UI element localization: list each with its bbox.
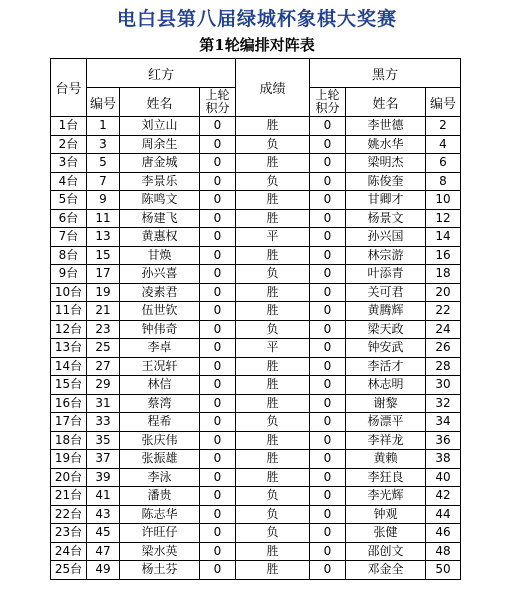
result-cell: 胜 (236, 394, 310, 413)
black-name-cell: 杨漂平 (346, 413, 426, 432)
black-prev-score-cell: 0 (310, 505, 346, 524)
red-name-cell: 伍世钦 (120, 302, 200, 321)
result-cell: 负 (236, 505, 310, 524)
result-cell: 平 (236, 339, 310, 358)
black-number-cell: 2 (426, 117, 461, 136)
table-no-cell: 4台 (51, 172, 87, 191)
red-number-cell: 27 (87, 357, 120, 376)
red-prev-score-cell: 0 (200, 135, 236, 154)
result-cell: 胜 (236, 542, 310, 561)
red-number-cell: 17 (87, 265, 120, 284)
black-prev-score-cell: 0 (310, 209, 346, 228)
red-name-cell: 程希 (120, 413, 200, 432)
black-prev-score-cell: 0 (310, 394, 346, 413)
black-number-cell: 30 (426, 376, 461, 395)
table-row (51, 191, 461, 210)
red-number-cell: 39 (87, 468, 120, 487)
black-name-cell: 钟观 (346, 505, 426, 524)
black-prev-score-cell: 0 (310, 135, 346, 154)
red-name-cell: 潘贵 (120, 487, 200, 506)
black-prev-score-cell: 0 (310, 265, 346, 284)
black-number-cell: 42 (426, 487, 461, 506)
table-no-cell: 2台 (51, 135, 87, 154)
table-row (51, 431, 461, 450)
table-no-cell: 11台 (51, 302, 87, 321)
black-number-cell: 50 (426, 561, 461, 580)
black-number-cell: 18 (426, 265, 461, 284)
red-name-cell: 张振雄 (120, 450, 200, 469)
black-name-cell: 张健 (346, 524, 426, 543)
result-cell: 胜 (236, 450, 310, 469)
red-number-cell: 43 (87, 505, 120, 524)
red-prev-score-cell: 0 (200, 209, 236, 228)
red-prev-score-cell: 0 (200, 172, 236, 191)
table-no-cell: 24台 (51, 542, 87, 561)
red-name-cell: 刘立山 (120, 117, 200, 136)
red-prev-score-cell: 0 (200, 450, 236, 469)
black-number-cell: 8 (426, 172, 461, 191)
result-cell: 胜 (236, 302, 310, 321)
red-number-cell: 23 (87, 320, 120, 339)
result-cell: 胜 (236, 209, 310, 228)
black-name-cell: 李祥龙 (346, 431, 426, 450)
table-row (51, 228, 461, 247)
table-row (51, 154, 461, 173)
black-name-cell: 黄赖 (346, 450, 426, 469)
red-name-cell: 钟伟奇 (120, 320, 200, 339)
black-name-cell: 梁明杰 (346, 154, 426, 173)
table-no-cell: 21台 (51, 487, 87, 506)
black-name-cell: 钟安武 (346, 339, 426, 358)
table-no-cell: 5台 (51, 191, 87, 210)
black-name-cell: 黄腾辉 (346, 302, 426, 321)
table-no-cell: 18台 (51, 431, 87, 450)
table-row (51, 135, 461, 154)
black-prev-score-cell: 0 (310, 320, 346, 339)
black-name-cell: 姚水华 (346, 135, 426, 154)
table-row (51, 376, 461, 395)
red-number-cell: 37 (87, 450, 120, 469)
table-row (51, 339, 461, 358)
red-name-cell: 凌素君 (120, 283, 200, 302)
result-cell: 胜 (236, 117, 310, 136)
black-number-cell: 6 (426, 154, 461, 173)
black-prev-score-cell: 0 (310, 450, 346, 469)
black-number-cell: 36 (426, 431, 461, 450)
red-prev-score-cell: 0 (200, 505, 236, 524)
red-number-cell: 9 (87, 191, 120, 210)
red-number-cell: 41 (87, 487, 120, 506)
red-name-cell: 孙兴喜 (120, 265, 200, 284)
red-number-cell: 49 (87, 561, 120, 580)
table-no-cell: 8台 (51, 246, 87, 265)
table-no-cell: 1台 (51, 117, 87, 136)
table-no-cell: 6台 (51, 209, 87, 228)
red-prev-score-cell: 0 (200, 246, 236, 265)
red-name-cell: 许旺仔 (120, 524, 200, 543)
black-prev-score-cell: 0 (310, 117, 346, 136)
black-name-cell: 关可君 (346, 283, 426, 302)
red-number-cell: 13 (87, 228, 120, 247)
table-no-cell: 20台 (51, 468, 87, 487)
black-prev-score-cell: 0 (310, 542, 346, 561)
result-cell: 胜 (236, 468, 310, 487)
table-no-cell: 7台 (51, 228, 87, 247)
red-prev-score-cell: 0 (200, 413, 236, 432)
black-prev-score-cell: 0 (310, 468, 346, 487)
black-number-cell: 40 (426, 468, 461, 487)
table-no-cell: 15台 (51, 376, 87, 395)
table-no-cell: 12台 (51, 320, 87, 339)
black-number-cell: 28 (426, 357, 461, 376)
black-number-cell: 10 (426, 191, 461, 210)
red-number-cell: 47 (87, 542, 120, 561)
header-red-prev-score: 上轮积分 (200, 88, 236, 117)
red-name-cell: 张庆伟 (120, 431, 200, 450)
red-name-cell: 梁水英 (120, 542, 200, 561)
red-number-cell: 1 (87, 117, 120, 136)
header-black: 黑方 (310, 59, 461, 88)
red-name-cell: 李卓 (120, 339, 200, 358)
red-prev-score-cell: 0 (200, 357, 236, 376)
black-prev-score-cell: 0 (310, 561, 346, 580)
result-cell: 胜 (236, 431, 310, 450)
black-prev-score-cell: 0 (310, 302, 346, 321)
red-name-cell: 黄惠权 (120, 228, 200, 247)
header-result: 成绩 (236, 59, 310, 117)
black-prev-score-cell: 0 (310, 357, 346, 376)
header-red: 红方 (87, 59, 236, 88)
black-number-cell: 24 (426, 320, 461, 339)
red-number-cell: 31 (87, 394, 120, 413)
red-name-cell: 周余生 (120, 135, 200, 154)
table-no-cell: 23台 (51, 524, 87, 543)
pairing-table (50, 58, 461, 580)
red-name-cell: 蔡湾 (120, 394, 200, 413)
result-cell: 胜 (236, 561, 310, 580)
red-prev-score-cell: 0 (200, 302, 236, 321)
header-red-name: 姓名 (120, 88, 200, 117)
black-name-cell: 邵创文 (346, 542, 426, 561)
table-row (51, 302, 461, 321)
table-row (51, 450, 461, 469)
black-name-cell: 林宗游 (346, 246, 426, 265)
red-name-cell: 陈志华 (120, 505, 200, 524)
table-no-cell: 13台 (51, 339, 87, 358)
table-no-cell: 16台 (51, 394, 87, 413)
header-black-prev-score: 上轮积分 (310, 88, 346, 117)
result-cell: 负 (236, 320, 310, 339)
red-number-cell: 5 (87, 154, 120, 173)
red-number-cell: 15 (87, 246, 120, 265)
red-number-cell: 29 (87, 376, 120, 395)
black-number-cell: 12 (426, 209, 461, 228)
table-row (51, 487, 461, 506)
page-title: 电白县第八届绿城杯象棋大奖赛 (116, 8, 397, 30)
black-number-cell: 32 (426, 394, 461, 413)
black-name-cell: 杨景文 (346, 209, 426, 228)
black-prev-score-cell: 0 (310, 154, 346, 173)
red-number-cell: 35 (87, 431, 120, 450)
black-name-cell: 孙兴国 (346, 228, 426, 247)
table-no-cell: 9台 (51, 265, 87, 284)
red-name-cell: 李泳 (120, 468, 200, 487)
result-cell: 负 (236, 487, 310, 506)
black-name-cell: 林志明 (346, 376, 426, 395)
red-prev-score-cell: 0 (200, 394, 236, 413)
red-prev-score-cell: 0 (200, 468, 236, 487)
result-cell: 胜 (236, 283, 310, 302)
red-name-cell: 杨土芬 (120, 561, 200, 580)
table-row (51, 357, 461, 376)
table-row (51, 524, 461, 543)
black-name-cell: 陈俊奎 (346, 172, 426, 191)
black-prev-score-cell: 0 (310, 191, 346, 210)
table-no-cell: 3台 (51, 154, 87, 173)
black-prev-score-cell: 0 (310, 172, 346, 191)
red-prev-score-cell: 0 (200, 117, 236, 136)
black-number-cell: 14 (426, 228, 461, 247)
result-cell: 负 (236, 413, 310, 432)
red-number-cell: 25 (87, 339, 120, 358)
red-number-cell: 33 (87, 413, 120, 432)
red-prev-score-cell: 0 (200, 154, 236, 173)
red-number-cell: 11 (87, 209, 120, 228)
black-number-cell: 20 (426, 283, 461, 302)
red-prev-score-cell: 0 (200, 561, 236, 580)
result-cell: 负 (236, 524, 310, 543)
table-no-cell: 14台 (51, 357, 87, 376)
black-prev-score-cell: 0 (310, 228, 346, 247)
result-cell: 胜 (236, 246, 310, 265)
black-name-cell: 李狂良 (346, 468, 426, 487)
red-prev-score-cell: 0 (200, 376, 236, 395)
black-prev-score-cell: 0 (310, 431, 346, 450)
table-row (51, 209, 461, 228)
table-row (51, 561, 461, 580)
red-prev-score-cell: 0 (200, 283, 236, 302)
red-name-cell: 唐金城 (120, 154, 200, 173)
black-number-cell: 44 (426, 505, 461, 524)
black-prev-score-cell: 0 (310, 487, 346, 506)
table-row (51, 394, 461, 413)
red-prev-score-cell: 0 (200, 265, 236, 284)
red-prev-score-cell: 0 (200, 524, 236, 543)
red-number-cell: 3 (87, 135, 120, 154)
table-row (51, 283, 461, 302)
black-name-cell: 邓金全 (346, 561, 426, 580)
result-cell: 胜 (236, 376, 310, 395)
table-row (51, 265, 461, 284)
table-row (51, 172, 461, 191)
black-prev-score-cell: 0 (310, 246, 346, 265)
red-prev-score-cell: 0 (200, 542, 236, 561)
red-name-cell: 林信 (120, 376, 200, 395)
red-prev-score-cell: 0 (200, 191, 236, 210)
black-prev-score-cell: 0 (310, 376, 346, 395)
red-name-cell: 甘焕 (120, 246, 200, 265)
black-name-cell: 李活才 (346, 357, 426, 376)
black-number-cell: 22 (426, 302, 461, 321)
result-cell: 胜 (236, 357, 310, 376)
black-number-cell: 46 (426, 524, 461, 543)
table-no-cell: 19台 (51, 450, 87, 469)
black-prev-score-cell: 0 (310, 413, 346, 432)
black-name-cell: 甘卿才 (346, 191, 426, 210)
table-no-cell: 17台 (51, 413, 87, 432)
red-number-cell: 45 (87, 524, 120, 543)
table-row (51, 468, 461, 487)
red-prev-score-cell: 0 (200, 431, 236, 450)
table-row (51, 542, 461, 561)
black-number-cell: 48 (426, 542, 461, 561)
table-no-cell: 10台 (51, 283, 87, 302)
black-name-cell: 谢黎 (346, 394, 426, 413)
header-red-number: 编号 (87, 88, 120, 117)
black-name-cell: 叶添青 (346, 265, 426, 284)
red-prev-score-cell: 0 (200, 487, 236, 506)
red-prev-score-cell: 0 (200, 339, 236, 358)
table-no-cell: 25台 (51, 561, 87, 580)
table-row (51, 413, 461, 432)
black-number-cell: 4 (426, 135, 461, 154)
red-number-cell: 7 (87, 172, 120, 191)
header-black-name: 姓名 (346, 88, 426, 117)
result-cell: 平 (236, 228, 310, 247)
table-no-cell: 22台 (51, 505, 87, 524)
table-row (51, 505, 461, 524)
black-number-cell: 16 (426, 246, 461, 265)
page-subtitle: 第1轮编排对阵表 (199, 36, 315, 54)
table-row (51, 320, 461, 339)
black-name-cell: 李世德 (346, 117, 426, 136)
red-number-cell: 19 (87, 283, 120, 302)
table-row (51, 117, 461, 136)
table-row (51, 246, 461, 265)
black-number-cell: 26 (426, 339, 461, 358)
red-number-cell: 21 (87, 302, 120, 321)
result-cell: 负 (236, 135, 310, 154)
header-table-no: 台号 (51, 59, 87, 117)
red-prev-score-cell: 0 (200, 228, 236, 247)
black-prev-score-cell: 0 (310, 524, 346, 543)
header-black-number: 编号 (426, 88, 461, 117)
black-number-cell: 34 (426, 413, 461, 432)
result-cell: 胜 (236, 191, 310, 210)
black-prev-score-cell: 0 (310, 283, 346, 302)
red-prev-score-cell: 0 (200, 320, 236, 339)
red-name-cell: 陈鸣文 (120, 191, 200, 210)
table-body (51, 117, 461, 580)
black-name-cell: 李光辉 (346, 487, 426, 506)
result-cell: 负 (236, 172, 310, 191)
result-cell: 胜 (236, 154, 310, 173)
black-prev-score-cell: 0 (310, 339, 346, 358)
black-name-cell: 梁天政 (346, 320, 426, 339)
red-name-cell: 王况轩 (120, 357, 200, 376)
red-name-cell: 李景乐 (120, 172, 200, 191)
result-cell: 负 (236, 265, 310, 284)
red-name-cell: 杨建飞 (120, 209, 200, 228)
black-number-cell: 38 (426, 450, 461, 469)
